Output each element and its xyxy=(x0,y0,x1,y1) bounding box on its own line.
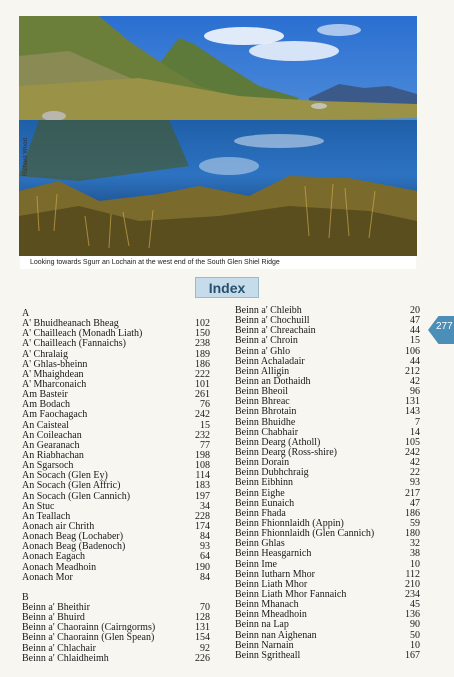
entry-page: 226 xyxy=(195,652,210,664)
entry-name: Beinn Ime xyxy=(235,558,277,570)
entry-page: 102 xyxy=(195,318,210,330)
entry-name: Beinn Dubhchraig xyxy=(235,467,309,479)
entry-name: Beinn a' Chlaidheimh xyxy=(22,652,109,664)
entry-name: Aonach air Chrith xyxy=(22,520,95,532)
entry-page: 90 xyxy=(410,619,420,631)
entry-page: 212 xyxy=(405,365,420,377)
entry-name: Beinn nan Aighenan xyxy=(235,629,317,641)
entry-name: Beinn a' Bhuird xyxy=(22,612,85,624)
entry-page: 106 xyxy=(405,345,420,357)
entry-name: Beinn Eighe xyxy=(235,487,285,499)
entry-page: 210 xyxy=(405,578,420,590)
entry-name: Beinn Achaladair xyxy=(235,355,305,367)
entry-name: Aonach Meadhoin xyxy=(22,561,97,573)
index-entry xyxy=(235,651,420,661)
index-heading: Index xyxy=(195,277,259,298)
entry-name: Am Basteir xyxy=(22,389,68,401)
entry-name: Beinn Bhreac xyxy=(235,396,290,408)
entry-page: 154 xyxy=(195,632,210,644)
entry-name: Beinn Mheadhoin xyxy=(235,609,307,621)
entry-page: 84 xyxy=(200,571,210,583)
entry-name: Beinn Chabhair xyxy=(235,426,299,438)
entry-page: 143 xyxy=(405,406,420,418)
entry-page: 108 xyxy=(195,460,210,472)
entry-name: Beinn a' Chreachain xyxy=(235,325,316,337)
photo-credit: Richard Wood xyxy=(23,138,29,176)
photo-frame xyxy=(19,16,417,257)
entry-name: Beinn Iutharn Mhor xyxy=(235,568,315,580)
entry-name: Beinn Liath Mhor Fannaich xyxy=(235,588,347,600)
entry-page: 105 xyxy=(405,436,420,448)
entry-page: 112 xyxy=(405,568,420,580)
entry-name: An Stuc xyxy=(22,500,55,512)
entry-name: An Socach (Glen Cannich) xyxy=(22,490,131,502)
entry-name: A' Ghlas-bheinn xyxy=(22,358,88,370)
index-column-left xyxy=(22,309,210,664)
entry-page: 261 xyxy=(195,389,210,401)
entry-name: A' Mharconaich xyxy=(22,378,87,390)
entry-page: 50 xyxy=(410,629,420,641)
entry-name: An Socach (Glen Affric) xyxy=(22,480,121,492)
entry-name: Beinn a' Ghlo xyxy=(235,345,291,357)
entry-page: 150 xyxy=(195,328,210,340)
entry-name: Beinn Fhada xyxy=(235,507,286,519)
entry-name: Aonach Mor xyxy=(22,571,73,583)
entry-page: 174 xyxy=(195,520,210,532)
index-entry xyxy=(235,620,420,630)
entry-page: 7 xyxy=(415,416,420,428)
entry-page: 114 xyxy=(195,470,210,482)
entry-page: 96 xyxy=(410,386,420,398)
entry-name: Beinn Fhionnlaidh (Appin) xyxy=(235,517,344,529)
index-entry xyxy=(22,654,210,664)
entry-name: Beinn a' Chleibh xyxy=(235,305,302,316)
index-entry xyxy=(235,549,420,559)
entry-name: A' Chailleach (Fannaichs) xyxy=(22,338,126,350)
entry-name: Aonach Eagach xyxy=(22,551,86,563)
entry-page: 32 xyxy=(410,538,420,550)
entry-page: 183 xyxy=(195,480,210,492)
entry-page: 217 xyxy=(405,487,420,499)
entry-page: 131 xyxy=(405,396,420,408)
entry-name: Beinn a' Bheithir xyxy=(22,601,90,613)
entry-name: Beinn a' Chroin xyxy=(235,335,298,347)
entry-name: Beinn a' Chaorainn (Cairngorms) xyxy=(22,622,156,634)
entry-name: Beinn Dearg (Atholl) xyxy=(235,436,321,448)
entries-list-right xyxy=(235,306,420,661)
entry-page: 198 xyxy=(195,449,210,461)
entry-page: 15 xyxy=(200,419,210,431)
entry-page: 10 xyxy=(410,639,420,651)
section-letter-b: B xyxy=(22,591,29,603)
entry-page: 93 xyxy=(200,541,210,553)
entry-name: Beinn Bheoil xyxy=(235,386,289,398)
entry-name: Beinn na Lap xyxy=(235,619,289,631)
entry-name: Beinn Dearg (Ross-shire) xyxy=(235,446,338,458)
entry-page: 20 xyxy=(410,305,420,316)
entry-page: 167 xyxy=(405,649,420,661)
entry-name: Aonach Beag (Badenoch) xyxy=(22,541,126,553)
entry-page: 14 xyxy=(410,426,420,438)
entry-page: 70 xyxy=(200,601,210,613)
entry-name: Beinn Dorain xyxy=(235,457,290,469)
entry-page: 76 xyxy=(200,399,210,411)
index-entry xyxy=(22,552,210,562)
index-entry xyxy=(22,633,210,643)
section-letter-a: A xyxy=(22,308,30,319)
entry-page: 92 xyxy=(200,642,210,654)
entry-page: 44 xyxy=(410,325,420,337)
entry-page: 47 xyxy=(410,497,420,509)
entry-page: 238 xyxy=(195,338,210,350)
entry-name: Beinn Mhanach xyxy=(235,599,299,611)
entry-name: Am Bodach xyxy=(22,399,71,411)
entry-name: Aonach Beag (Lochaber) xyxy=(22,531,124,543)
entry-name: An Caisteal xyxy=(22,419,69,431)
entry-page: 64 xyxy=(200,551,210,563)
entry-page: 186 xyxy=(405,507,420,519)
entry-name: Beinn Narnain xyxy=(235,639,294,651)
entry-name: Beinn Fhionnlaidh (Glen Cannich) xyxy=(235,528,375,540)
entry-page: 131 xyxy=(195,622,210,634)
entry-page: 42 xyxy=(410,457,420,469)
index-entry xyxy=(22,573,210,583)
entry-name: A' Chailleach (Monadh Liath) xyxy=(22,328,143,340)
entry-name: Beinn Eunaich xyxy=(235,497,295,509)
entry-page: 15 xyxy=(410,335,420,347)
entry-name: Beinn Ghlas xyxy=(235,538,285,550)
photo-caption: Looking towards Sgurr an Lochain at the west end of the South Glen Shiel Ridge xyxy=(20,257,416,269)
entries-list-b xyxy=(22,603,210,664)
entry-page: 222 xyxy=(195,368,210,380)
entry-name: Beinn Bhrotain xyxy=(235,406,297,418)
entry-page: 242 xyxy=(195,409,210,421)
entry-page: 186 xyxy=(195,358,210,370)
entry-name: An Gearanach xyxy=(22,439,80,451)
entry-name: Beinn Eibhinn xyxy=(235,477,294,489)
entries-list-a xyxy=(22,319,210,583)
entry-name: Beinn a' Chaorainn (Glen Spean) xyxy=(22,632,155,644)
entry-page: 234 xyxy=(405,588,420,600)
entry-page: 22 xyxy=(410,467,420,479)
entry-page: 59 xyxy=(410,517,420,529)
entry-name: An Teallach xyxy=(22,510,71,522)
entry-page: 45 xyxy=(410,599,420,611)
entry-page: 136 xyxy=(405,609,420,621)
entry-page: 180 xyxy=(405,528,420,540)
entry-page: 128 xyxy=(195,612,210,624)
entry-page: 232 xyxy=(195,429,210,441)
entry-name: An Riabhachan xyxy=(22,449,84,461)
entry-name: Beinn Alligin xyxy=(235,365,290,377)
entry-page: 197 xyxy=(195,490,210,502)
entry-page: 47 xyxy=(410,315,420,327)
entry-page: 77 xyxy=(200,439,210,451)
entry-page: 84 xyxy=(200,531,210,543)
entry-page: 38 xyxy=(410,548,420,560)
entry-name: Beinn Bhuidhe xyxy=(235,416,296,428)
entry-page: 44 xyxy=(410,355,420,367)
entry-name: An Socach (Glen Ey) xyxy=(22,470,108,482)
entry-name: Beinn a' Chochuill xyxy=(235,315,310,327)
entry-page: 34 xyxy=(200,500,210,512)
page-number: 277 xyxy=(436,321,453,332)
entry-name: A' Mhaighdean xyxy=(22,368,84,380)
entry-page: 189 xyxy=(195,348,210,360)
entry-name: A' Bhuidheanach Bheag xyxy=(22,318,119,330)
entry-page: 42 xyxy=(410,375,420,387)
entry-name: An Coileachan xyxy=(22,429,82,441)
entry-name: A' Chralaig xyxy=(22,348,68,360)
entry-page: 10 xyxy=(410,558,420,570)
entry-name: Am Faochagach xyxy=(22,409,88,421)
entry-name: Beinn a' Chlachair xyxy=(22,642,96,654)
entry-page: 228 xyxy=(195,510,210,522)
entry-page: 101 xyxy=(195,378,210,390)
entry-page: 93 xyxy=(410,477,420,489)
index-entry xyxy=(235,478,420,488)
landscape-photo xyxy=(19,16,417,256)
index-column-right xyxy=(235,306,420,661)
entry-page: 190 xyxy=(195,561,210,573)
entry-name: Beinn an Dothaidh xyxy=(235,375,311,387)
entry-page: 242 xyxy=(405,446,420,458)
entry-name: Beinn Heasgarnich xyxy=(235,548,312,560)
index-entry xyxy=(22,481,210,491)
entry-name: An Sgarsoch xyxy=(22,460,74,472)
entry-name: Beinn Liath Mhor xyxy=(235,578,308,590)
entry-name: Beinn Sgritheall xyxy=(235,649,301,661)
